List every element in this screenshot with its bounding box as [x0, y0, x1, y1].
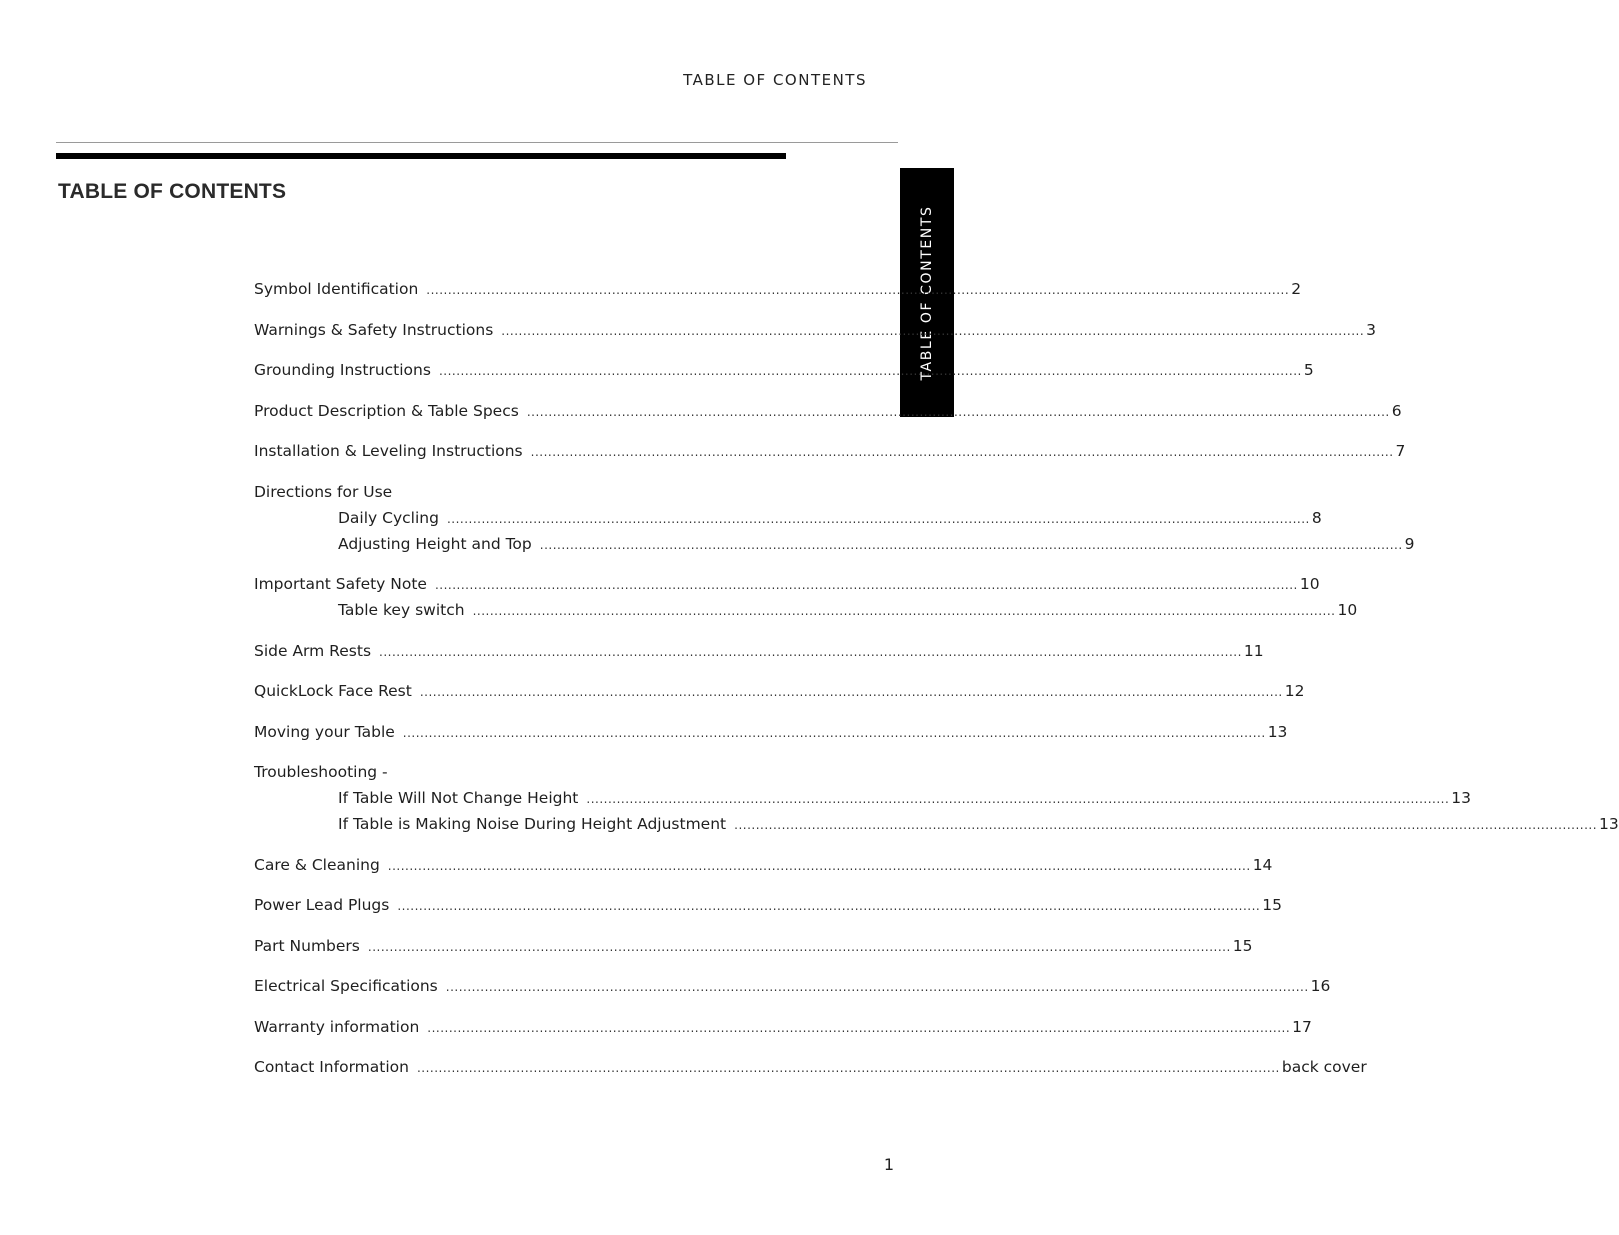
header-divider-thick [56, 153, 786, 159]
toc-entry-label: Moving your Table [254, 722, 395, 741]
toc-spacer [254, 706, 844, 721]
toc-entry-label: Troubleshooting - [254, 763, 388, 781]
toc-subentry [254, 599, 1358, 625]
page-title: TABLE OF CONTENTS [58, 180, 287, 203]
toc-spacer [254, 747, 844, 762]
toc-entry [254, 319, 1377, 345]
toc-entry [254, 761, 844, 787]
toc-entry [254, 854, 1273, 880]
toc-entry-label: Important Safety Note [254, 575, 427, 593]
toc-subentry [254, 533, 1415, 559]
toc-entry-label: Contact Information [254, 1058, 409, 1076]
toc-entry [254, 935, 1253, 961]
toc-dot-leader: ........................................................................................................................................................................................................ [397, 899, 1261, 913]
toc-entry-label: If Table is Making Noise During Height Adjustment [338, 815, 727, 833]
toc-subentry [254, 813, 1619, 839]
toc-entry-page: 17 [1292, 1017, 1312, 1036]
page-number: 1 [883, 1155, 894, 1174]
toc-subentry [254, 787, 1472, 813]
toc-spacer [254, 625, 844, 640]
running-header: TABLE OF CONTENTS [683, 71, 867, 89]
toc-entry-page: 13 [1451, 789, 1472, 807]
toc-entry-page: back cover [1281, 1058, 1367, 1076]
toc-entry [254, 721, 1288, 747]
toc-dot-leader: ........................................................................................................................................................................................................ [426, 283, 1290, 297]
toc-spacer [254, 304, 844, 319]
toc-entry-page: 13 [1599, 815, 1619, 833]
toc-spacer [254, 920, 844, 935]
toc-dot-leader: ........................................................................................................................................................................................................ [416, 1061, 1280, 1075]
toc-spacer [254, 385, 844, 400]
toc-entry [254, 481, 844, 507]
toc-dot-leader: ........................................................................................................................................................................................................ [387, 858, 1251, 873]
toc-entry-page: 12 [1284, 682, 1305, 700]
toc-entry-label: Care & Cleaning [254, 855, 380, 874]
toc-entry-label: Installation & Leveling Instructions [254, 442, 523, 460]
toc-entry-label: QuickLock Face Rest [254, 682, 412, 700]
toc-entry-page: 2 [1291, 280, 1302, 298]
toc-entry-page: 14 [1252, 855, 1273, 874]
toc-entry [254, 573, 1320, 599]
toc-dot-leader: ........................................................................................................................................................................................................ [446, 511, 1310, 526]
toc-entry [254, 400, 1402, 426]
toc-entry-label: Part Numbers [254, 936, 360, 955]
toc-entry [254, 975, 1331, 1001]
toc-entry [254, 640, 1264, 666]
toc-entry-page: 15 [1232, 936, 1253, 955]
toc-dot-leader: ........................................................................................................................................................................................................ [402, 725, 1266, 740]
toc-entry-label: If Table Will Not Change Height [338, 789, 579, 807]
toc-entry-label: Product Description & Table Specs [254, 401, 519, 420]
toc-entry-page: 9 [1404, 534, 1415, 553]
toc-entry-label: Electrical Specifications [254, 977, 438, 995]
toc-dot-leader: ........................................................................................................................................................................................................ [434, 578, 1298, 592]
toc-entry-page: 8 [1311, 508, 1322, 527]
toc-dot-leader: ........................................................................................................................................................................................................ [526, 404, 1390, 419]
toc-spacer [254, 345, 844, 360]
toc-entry-page: 16 [1310, 977, 1331, 995]
toc-entry-label: Table key switch [338, 601, 465, 619]
toc-entry [254, 680, 1305, 706]
header-divider-thin [56, 142, 898, 143]
toc-entry-label: Warnings & Safety Instructions [254, 320, 494, 339]
toc-entry-page: 10 [1299, 575, 1320, 593]
toc-dot-leader: ........................................................................................................................................................................................................ [438, 364, 1302, 378]
toc-entry-page: 15 [1262, 896, 1282, 914]
toc-dot-leader: ........................................................................................................................................................................................................ [367, 939, 1231, 954]
toc-entry-page: 5 [1303, 361, 1314, 379]
toc-entry [254, 1056, 1367, 1082]
toc-dot-leader: ........................................................................................................................................................................................................ [379, 644, 1242, 659]
toc-entry-page: 10 [1337, 601, 1358, 619]
toc-entry [254, 278, 1302, 304]
toc-spacer [254, 666, 844, 681]
toc-entry-label: Side Arm Rests [254, 641, 372, 660]
toc-entry [254, 359, 1314, 385]
toc-dot-leader: ........................................................................................................................................................................................................ [501, 323, 1365, 338]
toc-spacer [254, 466, 844, 481]
toc-spacer [254, 961, 844, 976]
toc-entry [254, 440, 1406, 466]
toc-dot-leader: ........................................................................................................................................................................................................ [586, 792, 1450, 806]
toc-entry [254, 894, 1282, 920]
toc-spacer [254, 426, 844, 441]
toc-entry-page: 7 [1395, 442, 1406, 460]
toc-entry-label: Symbol Identification [254, 280, 419, 298]
section-side-tab-label: TABLE OF CONTENTS [919, 204, 935, 381]
toc-spacer [254, 1001, 844, 1016]
toc-entry-label: Grounding Instructions [254, 361, 431, 379]
toc-dot-leader: ........................................................................................................................................................................................................ [427, 1020, 1291, 1035]
toc-entry-label: Adjusting Height and Top [338, 534, 532, 553]
toc-entry-page: 3 [1366, 320, 1377, 339]
toc-entry-label: Power Lead Plugs [254, 896, 390, 914]
toc-entry [254, 1016, 1312, 1042]
toc-subentry [254, 507, 1322, 533]
toc-spacer [254, 1042, 844, 1057]
toc-entry-label: Warranty information [254, 1017, 420, 1036]
toc-dot-leader: ........................................................................................................................................................................................................ [530, 445, 1394, 459]
toc-dot-leader: ........................................................................................................................................................................................................ [445, 980, 1309, 994]
toc-spacer [254, 880, 844, 895]
toc-dot-leader: ........................................................................................................................................................................................................ [419, 685, 1283, 699]
toc-entry-label: Directions for Use [254, 482, 393, 501]
toc-dot-leader: ........................................................................................................................................................................................................ [472, 604, 1336, 618]
toc-spacer [254, 839, 844, 854]
toc-dot-leader: ........................................................................................................................................................................................................ [734, 818, 1598, 832]
toc-entry-page: 6 [1391, 401, 1402, 420]
toc-entry-label: Daily Cycling [338, 508, 439, 527]
toc-entry-page: 11 [1243, 641, 1264, 660]
toc-dot-leader: ........................................................................................................................................................................................................ [539, 537, 1403, 552]
toc-entry-page: 13 [1267, 722, 1288, 741]
toc-spacer [254, 559, 844, 574]
